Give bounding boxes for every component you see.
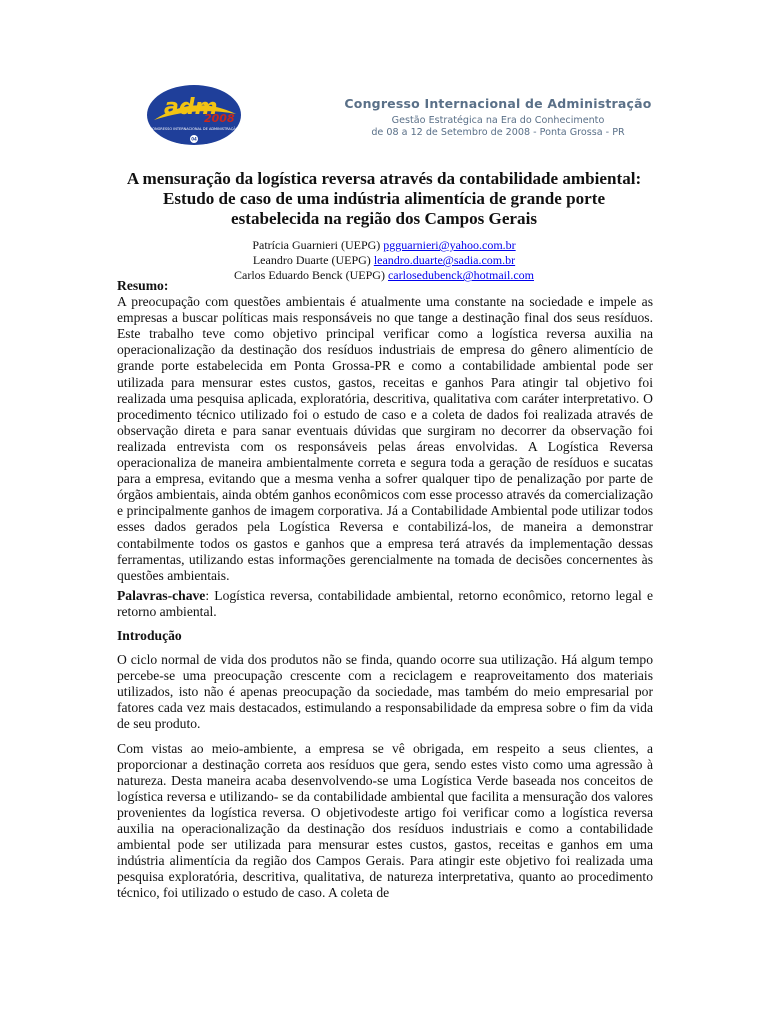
conference-logo [146, 84, 242, 146]
title-line: Estudo de caso de uma indústria alimentícia de grande porte [162, 189, 606, 209]
conference-title: Congresso Internacional de Administração [344, 96, 652, 111]
author-name: Patrícia Guarnieri (UEPG) [252, 238, 381, 252]
conference-info [298, 96, 698, 139]
author-list [110, 238, 658, 283]
keywords [117, 588, 653, 620]
paper-title [110, 169, 658, 230]
logo-badge: 04 [191, 136, 197, 142]
author-name: Leandro Duarte (UEPG) [252, 253, 371, 267]
author-email-link[interactable]: leandro.duarte@sadia.com.br [373, 253, 516, 267]
conference-header [146, 84, 706, 150]
title-line: A mensuração da logística reversa através da contabilidade ambiental: [126, 169, 642, 188]
author-email-link[interactable]: pgguarnieri@yahoo.com.br [383, 238, 516, 252]
logo-text: adm [164, 95, 218, 120]
intro-heading: Introdução [117, 627, 182, 643]
author-line [110, 238, 658, 253]
author-line [110, 253, 658, 268]
abstract-heading: Resumo: [117, 278, 169, 293]
keywords-label: Palavras-chave [117, 587, 206, 603]
author-name: Carlos Eduardo Benck (UEPG) [234, 268, 385, 282]
logo-caption: CONGRESSO INTERNACIONAL DE ADMINISTRAÇÃO [149, 127, 239, 131]
intro-paragraph: O ciclo normal de vida dos produtos não se finda, quando ocorre sua utilização. Há algum tempo percebe-se uma preocupação crescente com a reciclagem e reaproveitamento dos materiais utilizados, isto não é apenas preocupação da sociedade, mas também do meio empresarial por fatores cada vez mais destacados, estimulando a responsabilidade da empresa sobre o fim da vida de seu produto. [117, 652, 653, 732]
conference-subtitle: Gestão Estratégica na Era do Conhecimento [391, 115, 605, 126]
author-email-link[interactable]: carlosedubenck@hotmail.com [387, 268, 534, 282]
conference-dates: de 08 a 12 de Setembro de 2008 - Ponta Grossa - PR [371, 127, 625, 138]
paper-body [117, 278, 653, 901]
title-line: estabelecida na região dos Campos Gerais [231, 209, 537, 229]
logo-year: 2008 [204, 112, 235, 125]
intro-paragraph: Com vistas ao meio-ambiente, a empresa se vê obrigada, em respeito a seus clientes, a proporcionar a destinação correta aos resíduos que gera, sendo estes visto como uma agressão à natureza. Desta maneira acaba desenvolvendo-se uma Logística Verde baseada nos conceitos de logística reversa e utilizando- se da contabilidade ambiental que facilita a mensuração dos valores provenientes da logística reversa. O objetivodeste artigo foi verificar como a logística reversa auxilia na operacionalização da destinação dos resíduos industriais e como a contabilidade ambiental pode ser utilizada para mensurar estes custos, gastos, receitas e ganhos em uma indústria alimentícia da região dos Campos Gerais. Para atingir este objetivo foi realizada uma pesquisa exploratória, descritiva, qualitativa, de natureza interpretativa, quanto ao procedimento técnico, foi utilizado o estudo de caso. A coleta de [117, 740, 653, 901]
abstract-text: A preocupação com questões ambientais é atualmente uma constante na sociedade e impele as empresas a buscar políticas mais responsáveis no que tange a destinação final dos seus resíduos. Este trabalho teve como objetivo principal verificar como a logística reversa auxilia na operacionalização da destinação dos resíduos industriais de empresa do gênero alimentício de grande porte estabelecida em Ponta Grossa-PR e como a contabilidade ambiental pode ser utilizada para mensurar estes custos, gastos, receitas e ganhos Para atingir tal objetivo foi realizada uma pesquisa aplicada, exploratória, descritiva, qualitativa com caráter interpretativo. O procedimento técnico utilizado foi o estudo de caso e a coleta de dados foi realizada através de observação direta e para sanar eventuais dúvidas que surgiram no decorrer da observação foi realizada entrevista com os responsáveis pelas áreas envolvidas. A Logística Reversa operacionaliza de maneira ambientalmente correta e segura toda a geração de resíduos e sucatas para a empresa, evitando que a mesma venha a sofrer qualquer tipo de penalização por parte de órgãos ambientais, ainda obtém ganhos econômicos com esse processo através da comercialização e principalmente ganhos de imagem corporativa. Já a Contabilidade Ambiental pode utilizar todos esses dados gerados pela Logística Reversa e contabilizá-los, de maneira a demonstrar contabilmente todos os gastos e ganhos que a empresa terá através da implementação dessas ferramentas, utilizando estas informações gerencialmente na tomada de decisões concernentes às questões ambientais. [117, 294, 653, 583]
keywords-text: : Logística reversa, contabilidade ambiental, retorno econômico, retorno legal e retorno ambiental. [117, 587, 653, 619]
